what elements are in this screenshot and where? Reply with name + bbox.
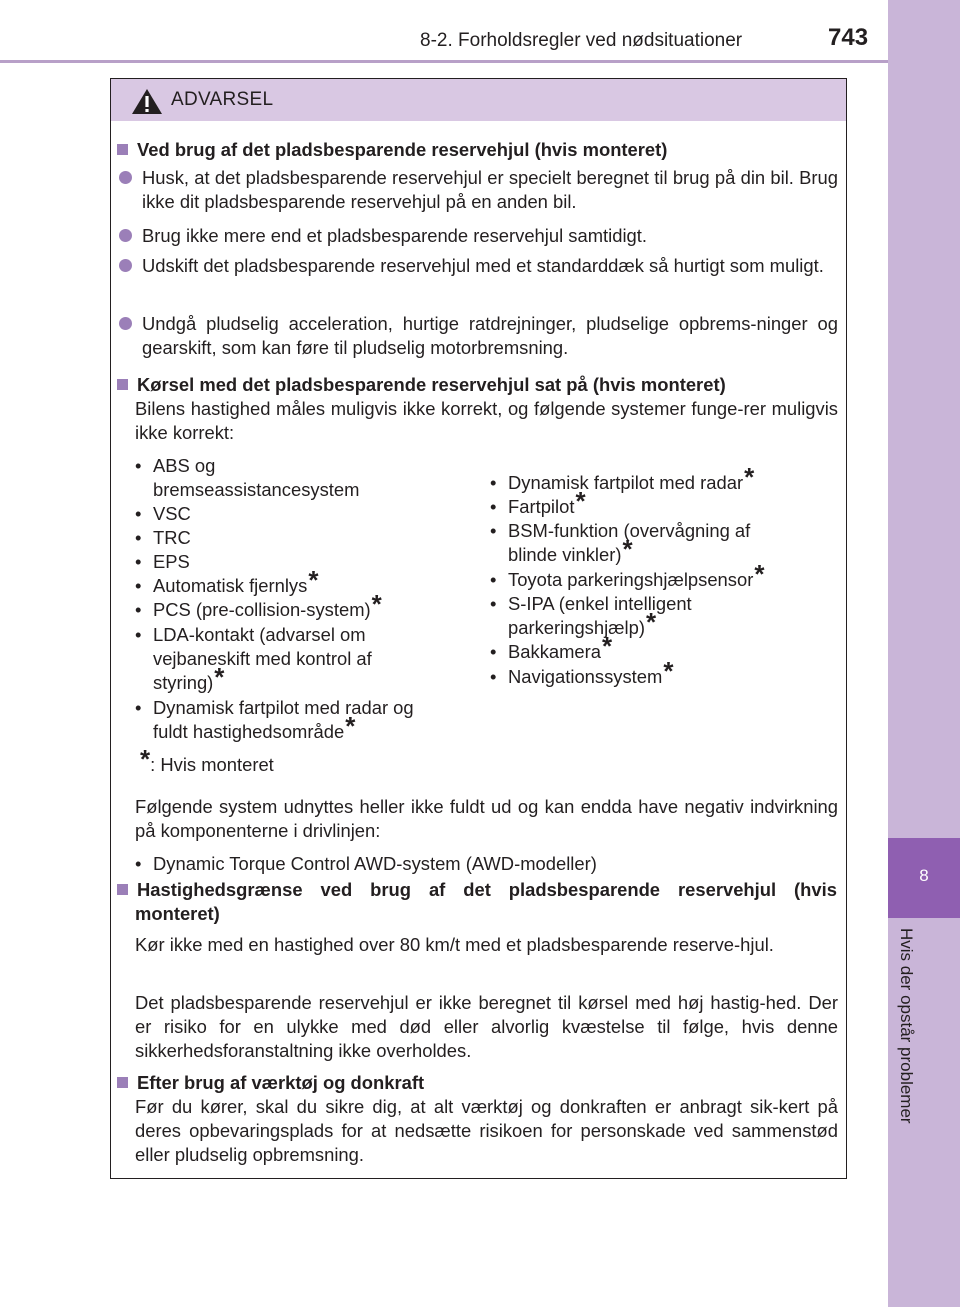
warning-title: ADVARSEL <box>171 89 274 110</box>
section-heading-text: Hastighedsgrænse ved brug af det pladsbesparende reservehjul (hvis <box>137 879 837 900</box>
section-heading-text: Ved brug af det pladsbesparende reservehjul (hvis monteret) <box>137 139 668 160</box>
list-item-text: Husk, at det pladsbesparende reservehjul er specielt beregnet til brug på din bil. Brug ikke dit pladsbesparende reservehjul på en anden bil. <box>142 167 838 212</box>
warning-box: ADVARSEL Ved brug af det pladsbesparende reservehjul (hvis monteret) Husk, at det pladsbesparende reservehjul er specielt beregnet til brug på din bil. Brug ikke dit pladsbesparende reservehjul på en anden bil. Brug ikke mere end et pladsbesparende reservehjul samtidigt. Udskift det pladsbesparende reservehjul med et standarddæk så hurtigt som muligt. Undgå pludselig acceleration, hurtige ratdrejninger, pludselige opbrems-ninger og gearskift, som kan føre til pludselig motorbremsning. Kørsel med det pladsbesparende reservehjul sat på (hvis monteret) Bilens hastighed måles muligvis ikke korrekt, og følgende systemer funge-rer muligvis ikke korrekt: • ABS og bremseassistancesystem • VSC • TRC • EPS • Automatisk fjernlys* • PCS (pre-collision-system)* • LDA-kontakt (advarsel om vejbaneskift med kontrol af styring)* • Dynamisk fartpilot med radar og fuldt hastighedsområde* • Dynamisk fartpilot med radar* • Fartpilot* • BSM-funktion (overvågning af blinde vinkler)* • Toyota parkeringshjælpsensor* • S-IPA (enkel intelligent parkeringshjælp)* • Bakkamera* • Navigationssystem* *: Hvis monteret Følgende system udnyttes heller ikke fuldt ud og kan endda have negativ indvirkning på komponenterne i drivlinjen: • Dynamic Torque Control AWD-system (AWD-modeller) Hastighedsgrænse ved brug af det pladsbesparende reservehjul (hvis monteret) Kør ikke med en hastighed over 80 km/t med et pladsbesparende reserve-hjul. Det pladsbesparende reservehjul er ikke beregnet til kørsel med høj hastig-hed. Der er risiko for en ulykke med død eller alvorlig kvæstelse til følge, hvis denne sikkerhedsforanstaltning ikke overholdes. Efter brug af værktøj og donkraft Før du kører, skal du sikre dig, at alt værktøj og donkraften er anbragt sik-kert på deres opbevaringsplads for at nedsætte risikoen for personskade ved sammenstød eller pludselig opbremsning. <box>110 78 847 1179</box>
paragraph: Bilens hastighed måles muligvis ikke korrekt, og følgende systemer funge-rer muligvis ikke korrekt: <box>135 398 838 443</box>
asterisk-footnote-marker: * <box>744 461 755 492</box>
asterisk-footnote-marker: * <box>371 588 382 619</box>
list-item-text: Dynamic Torque Control AWD-system (AWD-modeller) <box>153 853 597 874</box>
square-bullet-icon <box>117 884 128 895</box>
round-bullet-icon <box>119 259 132 272</box>
footnote-text: : Hvis monteret <box>150 754 274 775</box>
asterisk-footnote-marker: * <box>663 655 674 686</box>
section-heading-cont: monteret) <box>135 903 220 924</box>
chapter-number: 8 <box>919 866 929 885</box>
round-bullet-icon <box>119 317 132 330</box>
asterisk-footnote-marker: * <box>754 558 765 589</box>
square-bullet-icon <box>117 379 128 390</box>
paragraph: Det pladsbesparende reservehjul er ikke beregnet til kørsel med høj hastig-hed. Der er risiko for en ulykke med død eller alvorlig kvæstelse til følge, hvis denne sikkerhedsforanstaltning ikke overholdes. <box>135 992 838 1061</box>
round-bullet-icon <box>119 229 132 242</box>
warning-triangle-icon <box>131 88 163 115</box>
section-heading <box>117 373 726 397</box>
paragraph: Følgende system udnyttes heller ikke fuldt ud og kan endda have negativ indvirkning på komponenterne i drivlinjen: <box>135 796 838 841</box>
section-heading-text: Efter brug af værktøj og donkraft <box>137 1072 425 1093</box>
section-title: 8-2. Forholdsregler ved nødsituationer <box>420 30 743 51</box>
list-item-text: Udskift det pladsbesparende reservehjul med et standarddæk så hurtigt som muligt. <box>142 255 824 276</box>
round-bullet-icon <box>119 171 132 184</box>
asterisk-footnote-marker: * <box>622 533 633 564</box>
paragraph: Før du kører, skal du sikre dig, at alt værktøj og donkraften er anbragt sik-kert på deres opbevaringsplads for at nedsætte risikoen for personskade ved sammenstød eller pludselig opbremsning. <box>135 1096 838 1165</box>
section-heading-text: Kørsel med det pladsbesparende reservehjul sat på (hvis monteret) <box>137 374 726 395</box>
asterisk-footnote-marker: * <box>214 661 225 692</box>
asterisk-footnote-marker: * <box>308 564 319 595</box>
square-bullet-icon <box>117 144 128 155</box>
asterisk-footnote-marker: * <box>140 743 151 774</box>
asterisk-footnote-marker: * <box>645 606 657 637</box>
section-heading <box>117 1071 424 1095</box>
section-heading <box>117 878 837 902</box>
section-heading <box>117 138 667 162</box>
warning-header <box>111 79 846 121</box>
page-number: 743 <box>828 24 869 51</box>
asterisk-footnote-marker: * <box>575 485 586 516</box>
list-item-text: Undgå pludselig acceleration, hurtige ratdrejninger, pludselige opbrems-ninger og gearskift, som kan føre til pludselig motorbremsning. <box>142 313 838 358</box>
chapter-number-box <box>888 838 960 918</box>
asterisk-footnote-marker: * <box>345 710 356 741</box>
asterisk-footnote-marker: * <box>602 630 613 661</box>
list-item-text: Brug ikke mere end et pladsbesparende reservehjul samtidigt. <box>142 225 647 246</box>
square-bullet-icon <box>117 1077 128 1088</box>
chapter-label: Hvis der opstår problemer <box>897 928 916 1124</box>
paragraph: Kør ikke med en hastighed over 80 km/t med et pladsbesparende reserve-hjul. <box>135 934 774 955</box>
header-rule <box>0 60 888 63</box>
